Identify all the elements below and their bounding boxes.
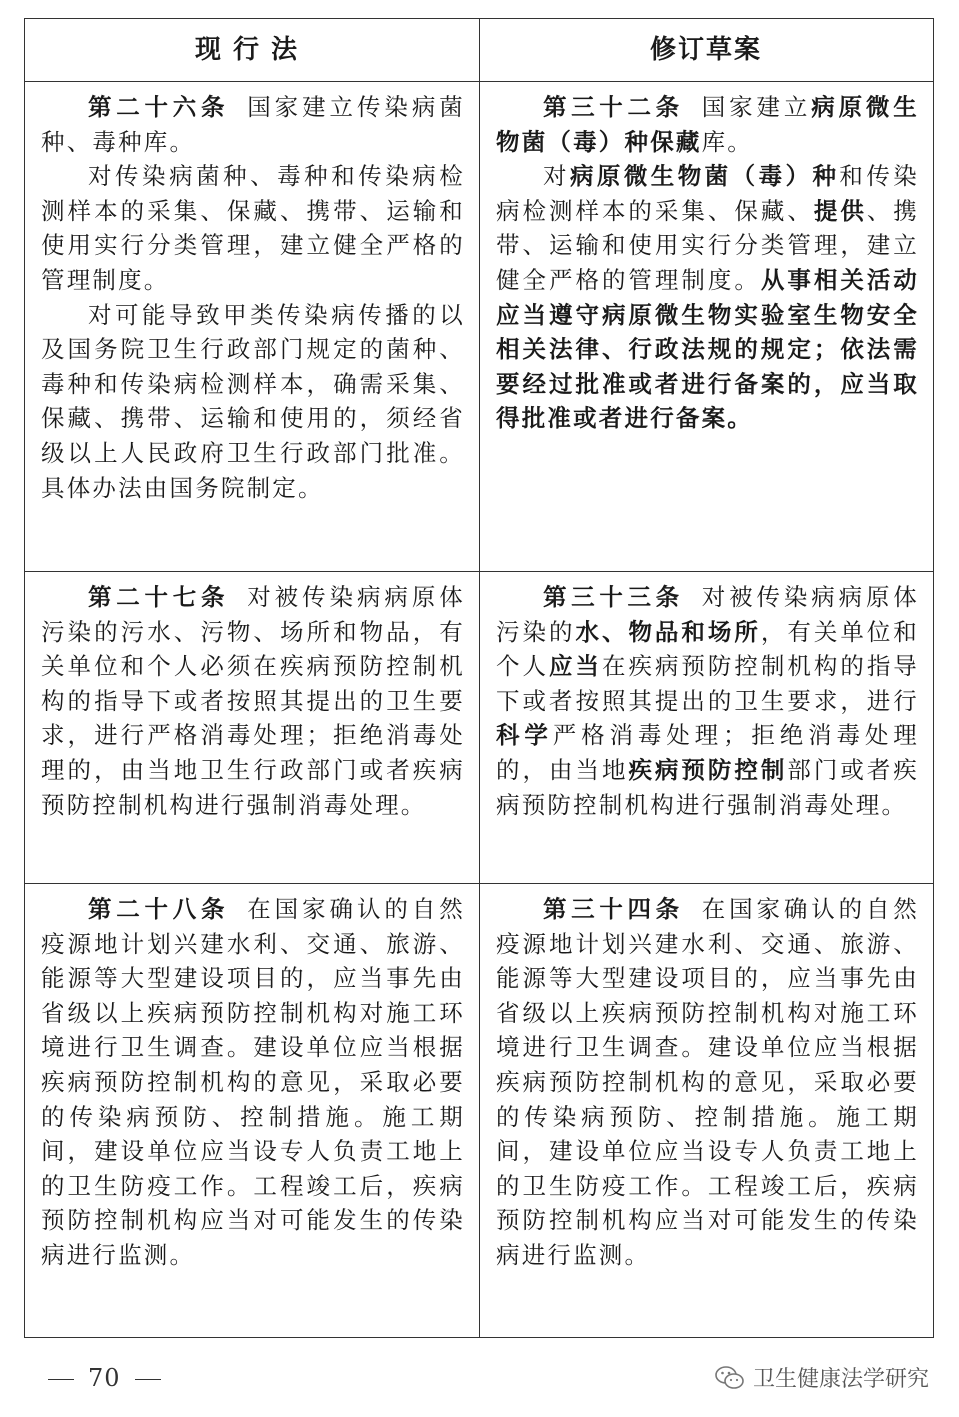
article-number: 第三十二条: [543, 93, 684, 121]
article-text: 对: [543, 162, 570, 191]
article-number: 第三十四条: [543, 895, 684, 923]
article-text: 对被传染病病原体污染的污水、污物、场所和物品，有关单位和个人必须在疾病预防控制机构的指导下或者按照其提出的卫生要求，进行严格消毒处理；拒绝消毒处理的，由当地卫生行政部门或者疾病预防控制机构进行强制消毒处理。: [41, 583, 466, 819]
article-number: 第三十三条: [543, 583, 684, 611]
wechat-icon: [715, 1365, 745, 1391]
amended-text: 从事相关活动应当遵守病原微生物实验室生物安全相关法律、行政法规的规定；依法需要经过批准或者进行备案的，应当取得批准或者进行备案。: [496, 265, 920, 433]
amended-text: 水、物品和场所: [575, 617, 761, 646]
article-text: 和传染病检测样本的采集、保藏、: [496, 162, 919, 225]
article-number: 第二十七条: [88, 583, 230, 611]
cell-current-article-26: [25, 82, 479, 571]
article-paragraph: [41, 159, 465, 297]
brand-name: 卫生健康法学研究: [752, 1367, 929, 1392]
article-text: 对被传染病病原体污染的: [496, 583, 919, 646]
article-text: 国家建立传染病菌种、毒种库。: [41, 93, 466, 156]
article-paragraph: [41, 90, 465, 159]
article-text: 库。: [701, 127, 754, 156]
article-text: 国家建立: [701, 93, 812, 121]
brand-watermark: [715, 1362, 929, 1393]
article-text: 在国家确认的自然疫源地计划兴建水利、交通、旅游、能源等大型建设项目的，应当事先由省级以上疾病预防控制机构对施工环境进行卫生调查。建设单位应当根据疾病预防控制机构的意见，采取必要的传染病预防、控制措施。施工期间，建设单位应当设专人负责工地上的卫生防疫工作。工程竣工后，疾病预防控制机构应当对可能发生的传染病进行监测。: [41, 895, 466, 1269]
header-current-law: 现行法: [194, 35, 309, 65]
article-paragraph: [41, 892, 465, 1273]
article-paragraph: [496, 580, 919, 822]
article-paragraph: [41, 298, 465, 506]
cell-draft-article-34: [480, 884, 933, 1336]
comparison-table: [24, 18, 934, 1338]
article-paragraph: [496, 159, 919, 436]
amended-text: 提供: [813, 196, 867, 225]
article-text: 对可能导致甲类传染病传播的以及国务院卫生行政部门规定的菌种、毒种和传染病检测样本，确需采集、保藏、携带、运输和使用的，须经省级以上人民政府卫生行政部门批准。具体办法由国务院制定。: [41, 300, 465, 502]
article-paragraph: [41, 580, 465, 822]
article-text: 部门或者疾病预防控制机构进行强制消毒处理。: [496, 755, 920, 819]
article-text: 在国家确认的自然疫源地计划兴建水利、交通、旅游、能源等大型建设项目的，应当事先由省级以上疾病预防控制机构对施工环境进行卫生调查。建设单位应当根据疾病预防控制机构的意见，采取必要的传染病预防、控制措施。施工期间，建设单位应当设专人负责工地上的卫生防疫工作。工程竣工后，疾病预防控制机构应当对可能发生的传染病进行监测。: [496, 895, 919, 1269]
amended-text: 应当: [548, 652, 602, 681]
article-paragraph: [496, 90, 919, 159]
amended-text: 疾病预防控制: [628, 755, 788, 784]
article-paragraph: [496, 892, 919, 1273]
amended-text: 病原微生物菌（毒）种: [569, 162, 840, 191]
article-text: 在疾病预防控制机构的指导下或者按照其提出的卫生要求，进行: [496, 652, 920, 715]
cell-current-article-28: [25, 884, 479, 1336]
article-text: 对传染病菌种、毒种和传染病检测样本的采集、保藏、携带、运输和使用实行分类管理，建立健全严格的管理制度。: [41, 162, 465, 294]
amended-text: 病原微生物菌（毒）种保藏: [496, 93, 919, 156]
amended-text: 科学: [496, 721, 553, 750]
article-number: 第二十六条: [88, 93, 230, 121]
article-text: ，有关单位和个人: [496, 617, 920, 681]
article-text: 、携带、运输和使用实行分类管理，建立健全严格的管理制度。: [496, 196, 919, 294]
header-revised-draft: 修订草案: [649, 35, 762, 65]
page-number: 70: [34, 1364, 175, 1392]
cell-current-article-27: [25, 572, 479, 883]
article-number: 第二十八条: [88, 895, 230, 923]
article-text: 严格消毒处理；拒绝消毒处理的，由当地: [496, 721, 919, 784]
cell-draft-article-32: [480, 82, 933, 571]
cell-draft-article-33: [480, 572, 933, 883]
